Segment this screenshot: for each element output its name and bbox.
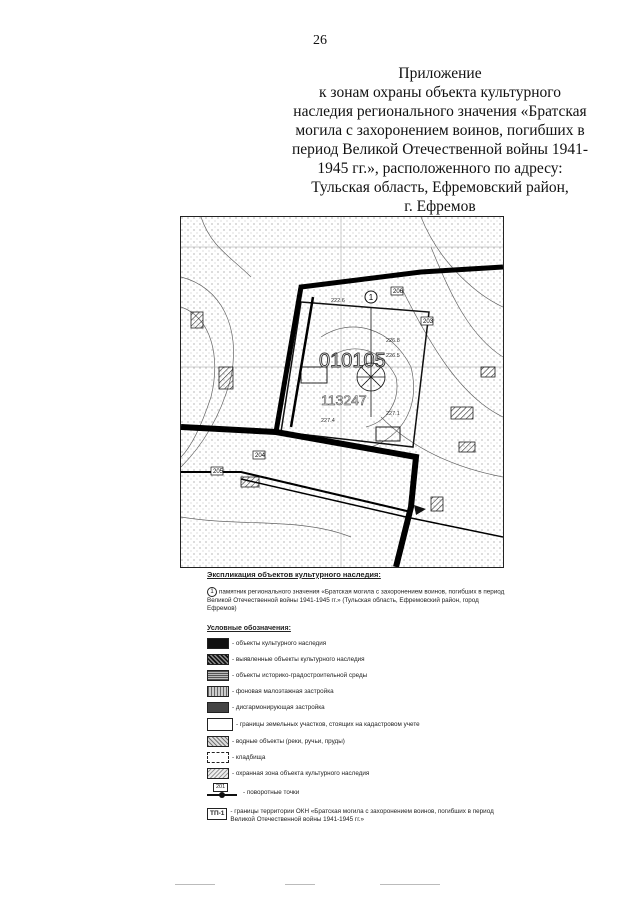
heading-line: к зонам охраны объекта культурного: [319, 84, 561, 101]
legend-item: [207, 654, 507, 665]
territory-code: ТП-1: [207, 808, 227, 820]
legend-item: [207, 670, 507, 681]
legend-item: [207, 638, 507, 649]
cadastral-map: [180, 216, 504, 568]
legend-item: [207, 768, 507, 779]
heading-line: г. Ефремов: [404, 198, 476, 215]
scan-artifact: [285, 884, 315, 885]
cemetery-swatch: [207, 752, 229, 763]
turn-point-label: 206: [393, 289, 404, 295]
legend-item-territory: [207, 808, 507, 824]
conventions-title: Условные обозначения:: [207, 625, 291, 632]
page-number: 26: [313, 33, 327, 48]
heading-line: Приложение: [398, 65, 482, 82]
legend-item: [207, 686, 507, 697]
legend-label: - водные объекты (реки, ручьи, пруды): [232, 737, 345, 745]
map-legend: [207, 570, 507, 824]
explication-title: Экспликация объектов культурного наследия:: [207, 570, 381, 579]
legend-item-turn-points: [207, 784, 507, 800]
cultural-heritage-swatch: [207, 638, 229, 649]
historic-environment-swatch: [207, 670, 229, 681]
legend-item: [207, 702, 507, 713]
appendix-heading: [270, 64, 610, 216]
legend-item: [207, 718, 507, 731]
protection-zone-swatch: [207, 768, 229, 779]
legend-item: [207, 752, 507, 763]
background-buildings-swatch: [207, 686, 229, 697]
water-bodies-swatch: [207, 736, 229, 747]
legend-label: - объекты культурного наследия: [232, 639, 327, 647]
legend-item: [207, 736, 507, 747]
identified-heritage-swatch: [207, 654, 229, 665]
legend-label: - выявленные объекты культурного наследия: [232, 655, 365, 663]
scan-artifact: [175, 884, 215, 885]
object-marker: 1: [368, 293, 374, 302]
turn-point-label: 203: [423, 319, 434, 325]
elevation: 222.6: [331, 298, 345, 304]
legend-label: - охранная зона объекта культурного наследия: [232, 769, 370, 777]
heading-line: Тульская область, Ефремовский район,: [311, 179, 569, 196]
elevation: 226.8: [386, 338, 400, 344]
elevation: 227.4: [321, 418, 335, 424]
parcel-number: 010105: [319, 350, 386, 372]
scan-artifact: [380, 884, 440, 885]
explication-text: памятник регионального значения «Братская могила с захоронением воинов, погибших в период Великой Отечественной войны 1941-1945 гг.» (Тульская область, Ефремовский район, город Ефремов): [207, 588, 505, 612]
dissonant-buildings-swatch: [207, 702, 229, 713]
legend-label: - поворотные точки: [243, 788, 300, 796]
elevation: 226.5: [386, 353, 400, 359]
explication-item: [207, 587, 507, 613]
heading-line: 1945 гг.», расположенного по адресу:: [317, 160, 563, 177]
legend-label: - кладбища: [232, 753, 266, 761]
elevation: 227.1: [386, 411, 400, 417]
heading-line: могила с захоронением воинов, погибших в: [295, 122, 585, 139]
turn-point-label: 205: [213, 469, 224, 475]
turn-point-icon: [207, 784, 237, 800]
legend-label: - фоновая малоэтажная застройка: [232, 687, 334, 695]
legend-label: - дисгармонирующая застройка: [232, 703, 325, 711]
turn-point-label: 204: [255, 453, 266, 459]
turn-point-number: 201: [213, 783, 228, 792]
legend-label: - объекты историко-градостроительной среды: [232, 671, 368, 679]
legend-label: - границы территории ОКН «Братская могила с захоронением воинов, погибших в период Великой Отечественной войны 1941-1945 гг.»: [230, 808, 494, 823]
land-parcel-swatch: [207, 718, 233, 731]
legend-label: - границы земельных участков, стоящих на кадастровом учете: [236, 720, 420, 728]
explication-number: 1: [207, 587, 217, 597]
parcel-number-secondary: 113247: [321, 392, 367, 408]
map-drawing: [181, 217, 503, 567]
heading-line: период Великой Отечественной войны 1941-: [292, 141, 588, 158]
heading-line: наследия регионального значения «Братская: [293, 103, 587, 120]
